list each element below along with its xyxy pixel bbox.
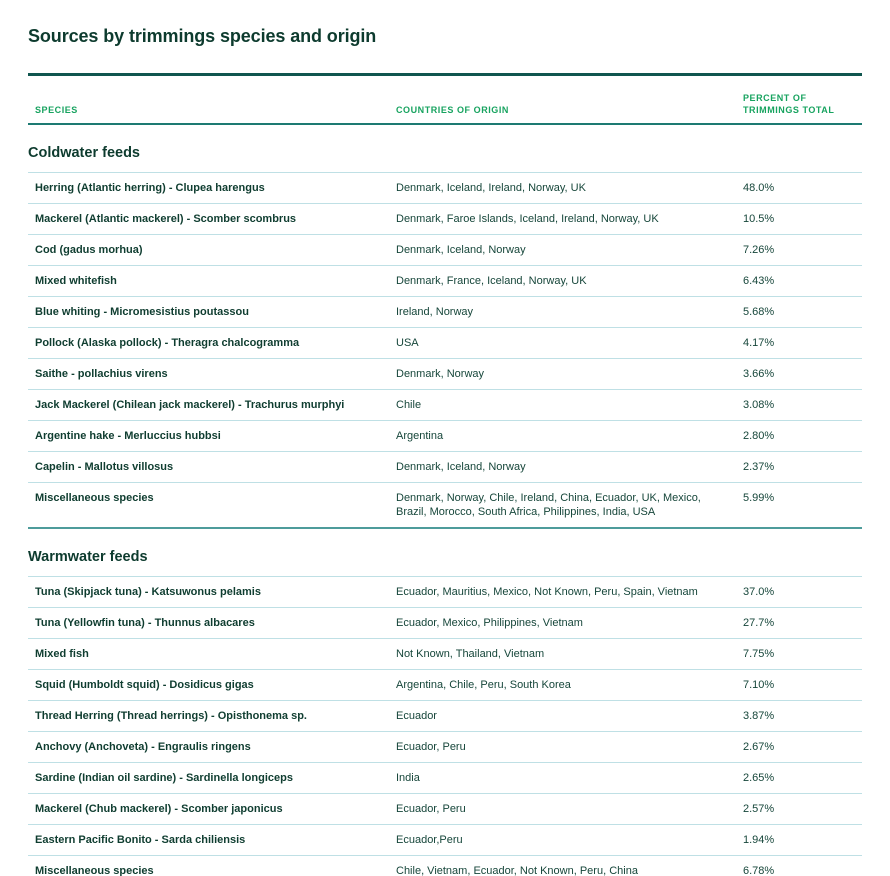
table-row — [28, 359, 862, 390]
cell-countries: Ecuador, Mexico, Philippines, Vietnam — [391, 608, 733, 639]
cell-species: Anchovy (Anchoveta) - Engraulis ringens — [28, 732, 391, 763]
table-row — [28, 825, 862, 856]
cell-species: Thread Herring (Thread herrings) - Opisthonema sp. — [28, 701, 391, 732]
cell-percent: 3.87% — [733, 701, 862, 732]
cell-countries: Ecuador, Peru — [391, 794, 733, 825]
cell-countries: Ecuador — [391, 701, 733, 732]
table-row — [28, 297, 862, 328]
cell-percent: 6.78% — [733, 856, 862, 876]
cell-countries: Denmark, Iceland, Norway — [391, 235, 733, 266]
table-row — [28, 204, 862, 235]
cell-species: Sardine (Indian oil sardine) - Sardinella longiceps — [28, 763, 391, 794]
cell-species: Mackerel (Chub mackerel) - Scomber japonicus — [28, 794, 391, 825]
cell-countries: Denmark, Iceland, Ireland, Norway, UK — [391, 173, 733, 204]
cell-countries: India — [391, 763, 733, 794]
table-row — [28, 390, 862, 421]
table-row — [28, 452, 862, 483]
section-header-cell — [28, 124, 862, 173]
table-row — [28, 794, 862, 825]
section-title: Warmwater feeds — [28, 549, 148, 565]
cell-percent: 7.10% — [733, 670, 862, 701]
cell-percent: 5.68% — [733, 297, 862, 328]
cell-species: Argentine hake - Merluccius hubbsi — [28, 421, 391, 452]
cell-percent: 3.66% — [733, 359, 862, 390]
sources-table — [28, 73, 862, 876]
column-header-percent-line1: PERCENT OF — [743, 93, 807, 103]
cell-countries: Not Known, Thailand, Vietnam — [391, 639, 733, 670]
cell-countries: Argentina, Chile, Peru, South Korea — [391, 670, 733, 701]
table-row — [28, 235, 862, 266]
cell-percent: 2.65% — [733, 763, 862, 794]
cell-percent: 10.5% — [733, 204, 862, 235]
cell-species: Mixed whitefish — [28, 266, 391, 297]
table-row — [28, 577, 862, 608]
cell-countries: Chile — [391, 390, 733, 421]
table-row — [28, 266, 862, 297]
cell-percent: 6.43% — [733, 266, 862, 297]
section-title: Coldwater feeds — [28, 145, 140, 161]
cell-percent: 3.08% — [733, 390, 862, 421]
table-row — [28, 483, 862, 529]
cell-countries: Ecuador,Peru — [391, 825, 733, 856]
table-row — [28, 608, 862, 639]
table-row — [28, 732, 862, 763]
cell-species: Miscellaneous species — [28, 856, 391, 876]
cell-percent: 7.26% — [733, 235, 862, 266]
cell-species: Saithe - pollachius virens — [28, 359, 391, 390]
cell-species: Mackerel (Atlantic mackerel) - Scomber scombrus — [28, 204, 391, 235]
cell-percent: 1.94% — [733, 825, 862, 856]
cell-countries: USA — [391, 328, 733, 359]
cell-countries: Ecuador, Peru — [391, 732, 733, 763]
table-row — [28, 701, 862, 732]
table-row — [28, 670, 862, 701]
table-body — [28, 124, 862, 876]
cell-species: Tuna (Skipjack tuna) - Katsuwonus pelamis — [28, 577, 391, 608]
cell-countries: Denmark, Faroe Islands, Iceland, Ireland, Norway, UK — [391, 204, 733, 235]
cell-percent: 2.80% — [733, 421, 862, 452]
cell-percent: 7.75% — [733, 639, 862, 670]
cell-countries: Denmark, Norway, Chile, Ireland, China, Ecuador, UK, Mexico, Brazil, Morocco, South Africa, Philippines, India, USA — [391, 483, 733, 529]
table-row — [28, 328, 862, 359]
table-row — [28, 856, 862, 876]
cell-percent: 37.0% — [733, 577, 862, 608]
cell-species: Herring (Atlantic herring) - Clupea harengus — [28, 173, 391, 204]
cell-countries: Argentina — [391, 421, 733, 452]
cell-countries: Denmark, Iceland, Norway — [391, 452, 733, 483]
cell-species: Pollock (Alaska pollock) - Theragra chalcogramma — [28, 328, 391, 359]
cell-countries: Chile, Vietnam, Ecuador, Not Known, Peru, China — [391, 856, 733, 876]
section-header-row — [28, 124, 862, 173]
cell-percent: 48.0% — [733, 173, 862, 204]
table-header — [28, 75, 862, 125]
cell-percent: 5.99% — [733, 483, 862, 529]
table-header-row — [28, 75, 862, 125]
cell-percent: 2.37% — [733, 452, 862, 483]
table-row — [28, 421, 862, 452]
cell-species: Eastern Pacific Bonito - Sarda chiliensis — [28, 825, 391, 856]
page-title: Sources by trimmings species and origin — [28, 26, 377, 46]
table-row — [28, 763, 862, 794]
cell-species: Tuna (Yellowfin tuna) - Thunnus albacares — [28, 608, 391, 639]
cell-countries: Ecuador, Mauritius, Mexico, Not Known, Peru, Spain, Vietnam — [391, 577, 733, 608]
section-header-row — [28, 529, 862, 577]
column-header-percent-line2: TRIMMINGS TOTAL — [743, 104, 835, 115]
cell-species: Miscellaneous species — [28, 483, 391, 529]
section-header-cell — [28, 529, 862, 577]
table-row — [28, 639, 862, 670]
cell-percent: 27.7% — [733, 608, 862, 639]
table-row — [28, 173, 862, 204]
cell-species: Cod (gadus morhua) — [28, 235, 391, 266]
cell-percent: 2.67% — [733, 732, 862, 763]
cell-species: Capelin - Mallotus villosus — [28, 452, 391, 483]
cell-countries: Denmark, France, Iceland, Norway, UK — [391, 266, 733, 297]
column-header-species: SPECIES — [28, 75, 391, 125]
cell-percent: 4.17% — [733, 328, 862, 359]
column-header-percent — [733, 75, 862, 125]
cell-countries: Ireland, Norway — [391, 297, 733, 328]
column-header-countries: COUNTRIES OF ORIGIN — [391, 75, 733, 125]
cell-species: Squid (Humboldt squid) - Dosidicus gigas — [28, 670, 391, 701]
cell-countries: Denmark, Norway — [391, 359, 733, 390]
cell-species: Mixed fish — [28, 639, 391, 670]
cell-species: Blue whiting - Micromesistius poutassou — [28, 297, 391, 328]
cell-percent: 2.57% — [733, 794, 862, 825]
cell-species: Jack Mackerel (Chilean jack mackerel) - Trachurus murphyi — [28, 390, 391, 421]
